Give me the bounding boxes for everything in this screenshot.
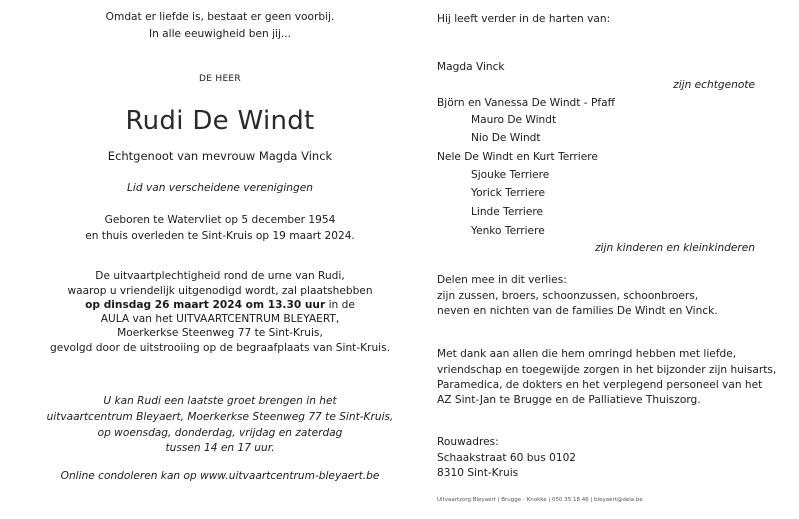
share-line-3: neven en nichten van de families De Windt en Vinck. (437, 305, 718, 317)
ceremony-line-1: De uitvaartplechtigheid rond de urne van Rudi, (95, 270, 345, 282)
address-label: Rouwadres: (437, 436, 499, 448)
address-line-1: Schaakstraat 60 bus 0102 (437, 452, 577, 464)
wife-name: Magda Vinck (437, 61, 505, 73)
visit-line-4: tussen 14 en 17 uur. (165, 442, 275, 454)
spouse-line: Echtgenoot van mevrouw Magda Vinck (107, 149, 333, 163)
visit-line-2: uitvaartcentrum Bleyaert, Moerkerkse Steenweg 77 te Sint-Kruis, (46, 411, 394, 423)
footer-line: Uitvaartzorg Bleyaert | Brugge - Knokke | 050 35 18 46 | bleyaert@dela.be (437, 497, 643, 503)
ceremony-line-5: Moerkerkse Steenweg 77 te Sint-Kruis, (117, 327, 323, 339)
thanks-line-4: AZ Sint-Jan te Brugge en de Palliatieve Thuiszorg. (437, 394, 701, 406)
children-role: zijn kinderen en kleinkinderen (595, 242, 755, 254)
grandchild-4: Yorick Terriere (471, 187, 545, 199)
intro-line: Hij leeft verder in de harten van: (437, 13, 611, 25)
quote-line-2: In alle eeuwigheid ben jij... (148, 28, 292, 40)
thanks-line-2: vriendschap en toegewijde zorgen in het bijzonder zijn huisarts, (437, 364, 777, 376)
share-line-1: Delen mee in dit verlies: (437, 274, 567, 286)
ceremony-date: op dinsdag 26 maart 2024 om 13.30 uur (85, 299, 326, 311)
ceremony-line-3-rest: in de (325, 299, 355, 311)
title-label: DE HEER (199, 74, 241, 84)
quote-line-1: Omdat er liefde is, bestaat er geen voorbij. (105, 11, 335, 23)
grandchild-1: Mauro De Windt (471, 114, 557, 126)
deceased-name: Rudi De Windt (125, 106, 315, 136)
member-line: Lid van verscheidene verenigingen (127, 182, 313, 194)
grandchild-5: Linde Terriere (471, 206, 543, 218)
visit-line-1: U kan Rudi een laatste groet brengen in het (103, 395, 337, 407)
wife-role: zijn echtgenote (673, 79, 755, 91)
born-line-1: Geboren te Watervliet op 5 december 1954 (104, 214, 336, 226)
right-column (437, 0, 777, 519)
thanks-line-1: Met dank aan allen die hem omringd hebben met liefde, (437, 348, 737, 360)
grandchild-3: Sjouke Terriere (471, 169, 550, 181)
grandchild-2: Nio De Windt (471, 132, 541, 144)
ceremony-line-6: gevolgd door de uitstrooiing op de begraafplaats van Sint-Kruis. (50, 342, 390, 354)
born-line-2: en thuis overleden te Sint-Kruis op 19 maart 2024. (85, 230, 355, 242)
family-1: Björn en Vanessa De Windt - Pfaff (437, 97, 615, 109)
ceremony-line-4: AULA van het UITVAARTCENTRUM BLEYAERT, (100, 313, 340, 325)
left-column (40, 0, 400, 519)
online-condolence: Online condoleren kan op www.uitvaartcentrum-bleyaert.be (60, 470, 380, 482)
ceremony-line-2: waarop u vriendelijk uitgenodigd wordt, zal plaatshebben (67, 285, 373, 297)
share-line-2: zijn zussen, broers, schoonzussen, schoonbroers, (437, 290, 699, 302)
address-line-2: 8310 Sint-Kruis (437, 467, 519, 479)
family-2: Nele De Windt en Kurt Terriere (437, 151, 598, 163)
visit-line-3: op woensdag, donderdag, vrijdag en zaterdag (97, 427, 343, 439)
grandchild-6: Yenko Terriere (471, 225, 545, 237)
thanks-line-3: Paramedica, de dokters en het verplegend personeel van het (437, 379, 763, 391)
